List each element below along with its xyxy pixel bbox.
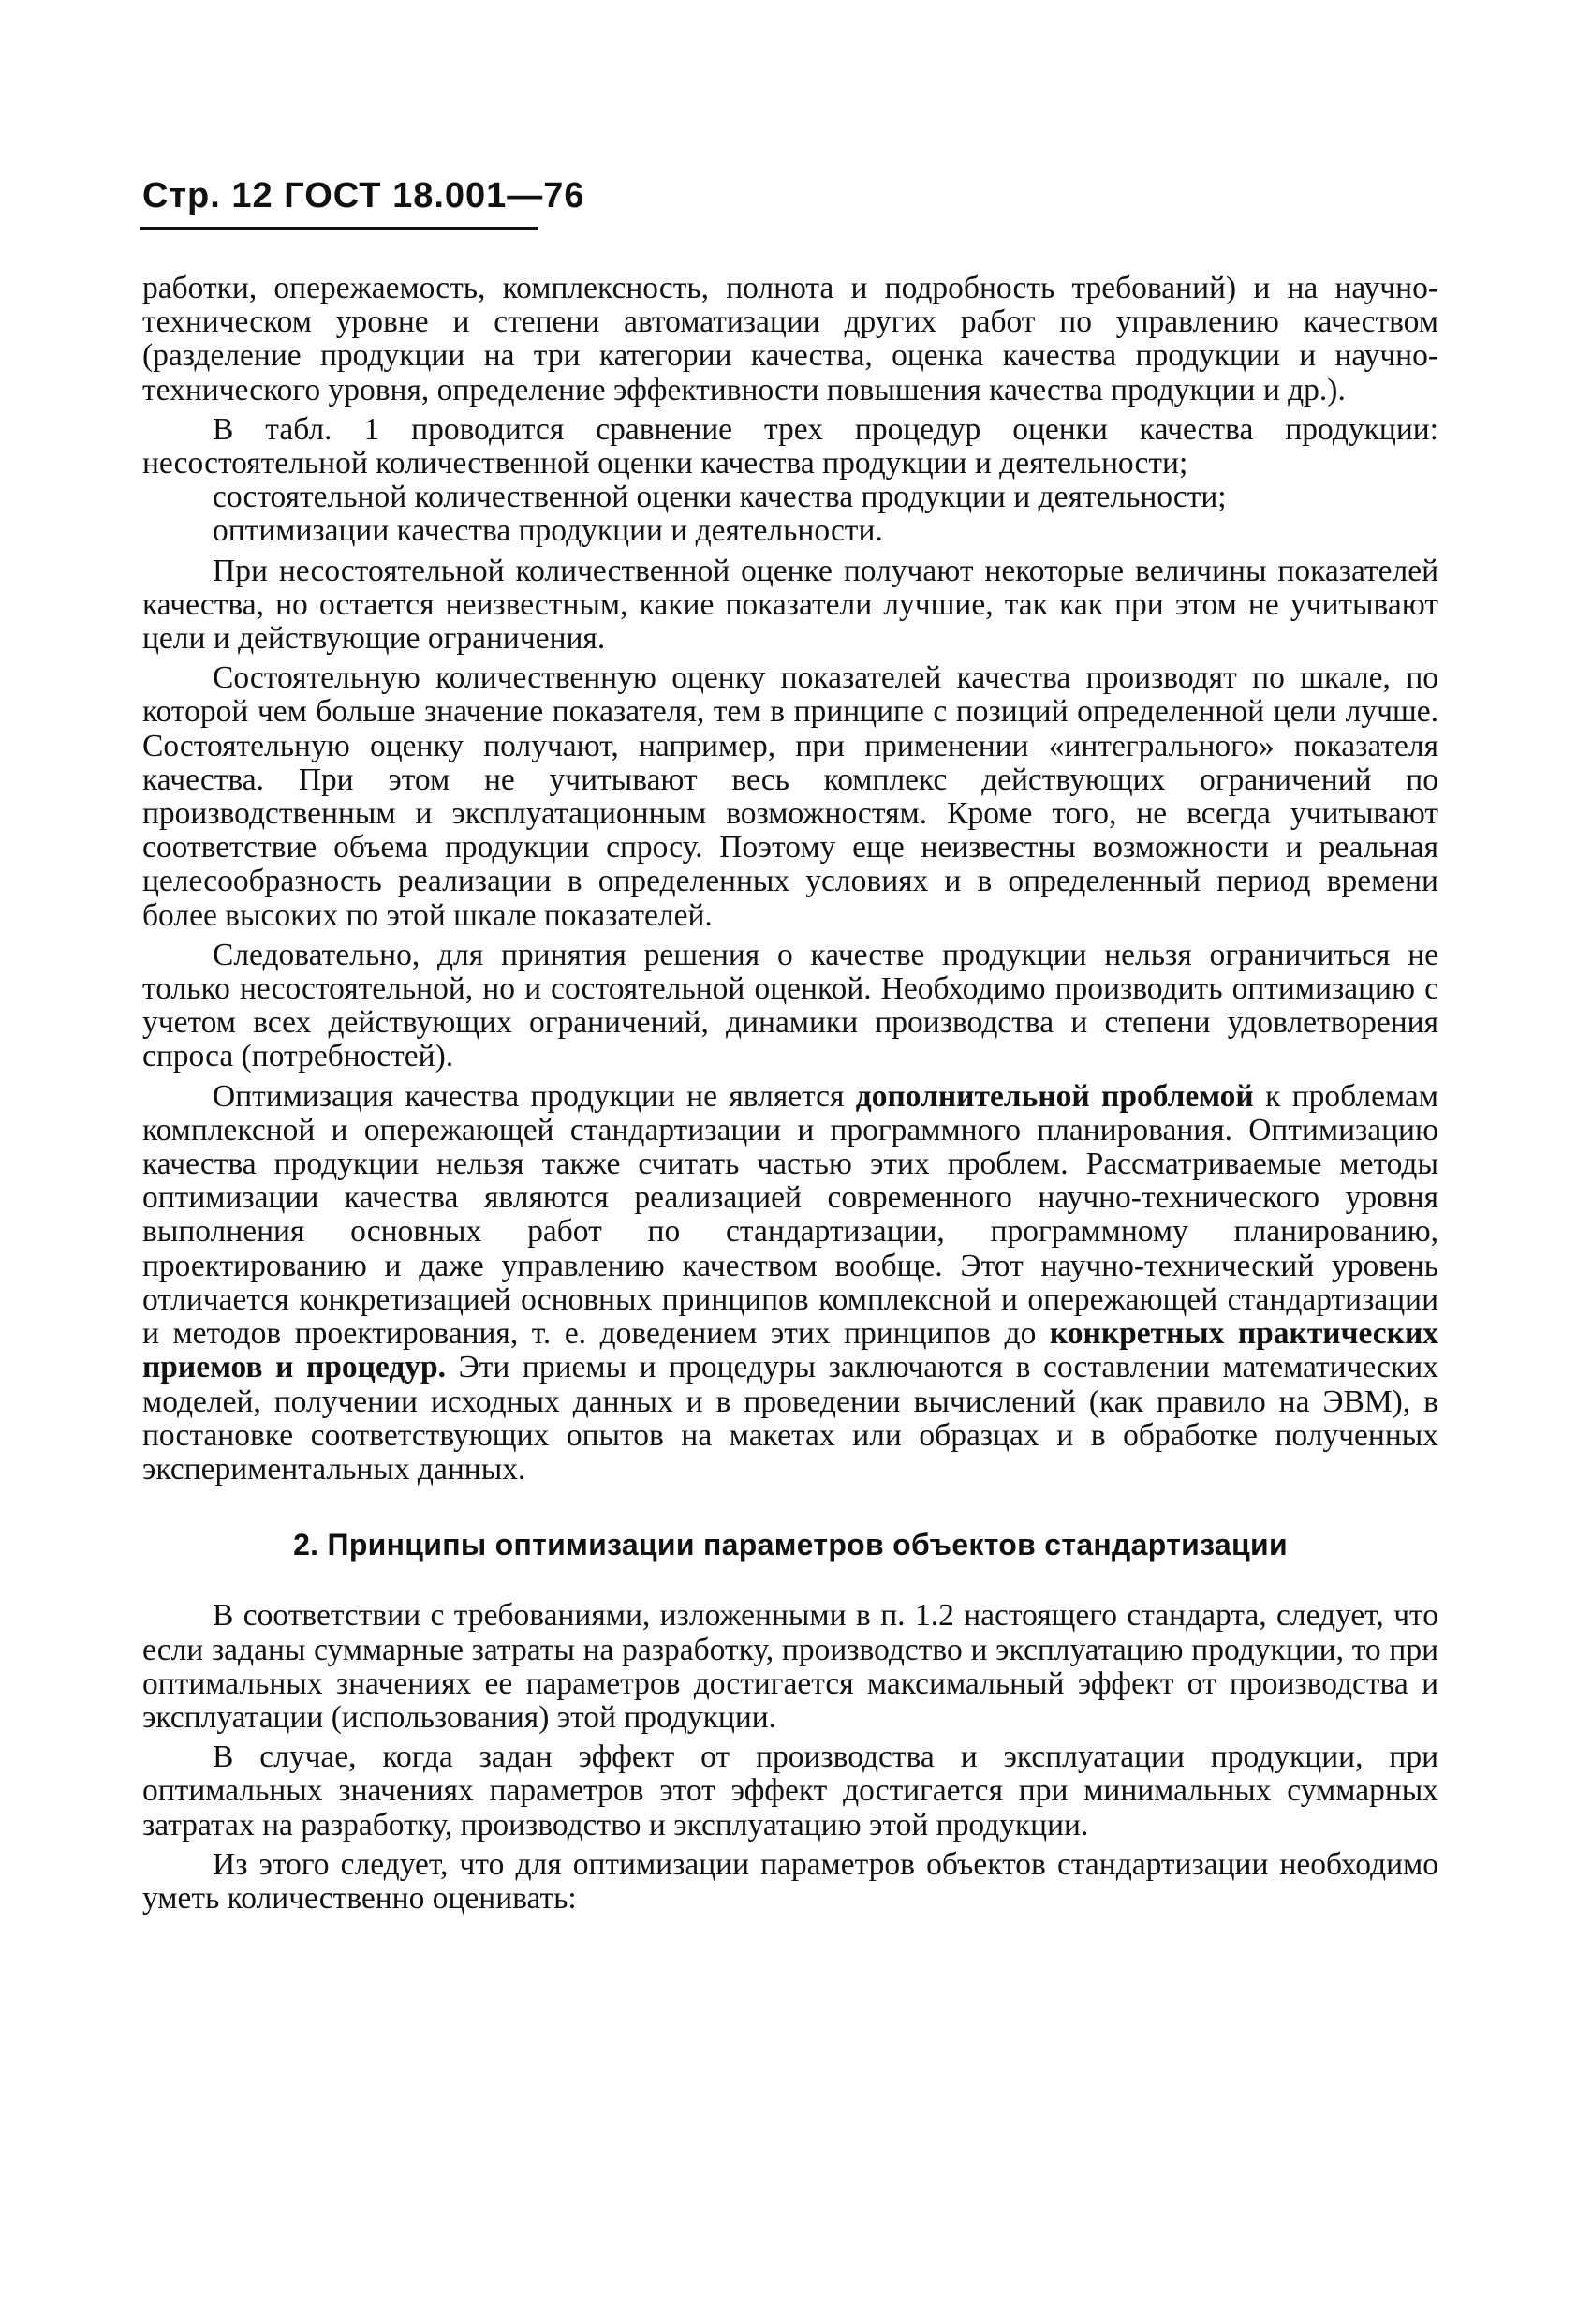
section-heading: 2. Принципы оптимизации параметров объектов стандартизации	[293, 1528, 1288, 1562]
bold-phrase-additional-problem: дополнительной проблемой	[855, 1078, 1254, 1114]
text-run: Оптимизация качества продукции не является	[213, 1078, 856, 1114]
paragraph-comparison: В табл. 1 проводится сравнение трех процедур оценки качества продукции: несостоятельной количественной оценки качества продукции и деятельности;	[142, 411, 1438, 481]
paragraph-requirements: В соответствии с требованиями, изложенными в п. 1.2 настоящего стандарта, следует, что если заданы суммарные затраты на разработку, производство и эксплуатацию продукции, то при оптимальных значениях ее параметров достигается максимальный эффект от производства и эксплуатации (использования) этой продукции.	[142, 1598, 1438, 1735]
list-item-optimization: оптимизации качества продукции и деятельности.	[213, 513, 883, 549]
paragraph-conclusion: Следовательно, для принятия решения о качестве продукции нельзя ограничиться не только несостоятельной, но и состоятельной оценкой. Необходимо производить оптимизацию с учетом всех действующих ограничений, динамики производства и степени удовлетворения спроса (потребностей).	[142, 937, 1438, 1074]
paragraph-therefore: Из этого следует, что для оптимизации параметров объектов стандартизации необходимо уметь количественно оценивать:	[142, 1846, 1438, 1916]
paragraph-continuation: работки, опережаемость, комплексность, полнота и подробность требований) и на научно-техническом уровне и степени автоматизации других работ по управлению качеством (разделение продукции на три категории качества, оценка качества продукции и научно-технического уровня, определение эффективности повышения качества продукции и др.).	[142, 271, 1438, 407]
body-text	[142, 272, 1438, 1916]
list-item-consistent-assessment: состоятельной количественной оценки качества продукции и деятельности;	[213, 480, 1227, 515]
paragraph-inconsistent-assessment: При несостоятельной количественной оценке получают некоторые величины показателей качества, но остается неизвестным, какие показатели лучшие, так как при этом не учитывают цели и действующие ограничения.	[142, 553, 1438, 657]
bold-phrase-practical-procedures: конкретных практических приемов и процедур.	[142, 1316, 1438, 1385]
header-rule	[140, 227, 538, 230]
paragraph-optimization-not-additional	[142, 1080, 1438, 1487]
text-run: к проблемам комплексной и опережающей стандартизации и программного планирования. Оптимизацию качества продукции нельзя также считать частью этих проблем. Рассматриваемые методы оптимизации качества являются реализацией современного научно-технического уровня выполнения основных работ по стандартизации, программному планированию, проектированию и даже управлению качеством вообще. Этот научно-технический уровень отличается конкретизацией основных принципов комплексной и опережающей стандартизации и методов проектирования, т. е. доведением этих принципов до	[142, 1078, 1438, 1352]
paragraph-consistent-assessment: Состоятельную количественную оценку показателей качества производят по шкале, по которой чем больше значение показателя, тем в принципе с позиций определенной цели лучше. Состоятельную оценку получают, например, при применении «интегрального» показателя качества. При этом не учитывают весь комплекс действующих ограничений по производственным и эксплуатационным возможностям. Кроме того, не всегда учитывают соответствие объема продукции спросу. Поэтому еще неизвестны возможности и реальная целесообразность реализации в определенных условиях и в определенный период времени более высоких по этой шкале показателей.	[142, 660, 1438, 933]
page-header: Стр. 12 ГОСТ 18.001—76	[142, 176, 585, 215]
text-run: Эти приемы и процедуры заключаются в составлении математических моделей, получении исходных данных и в проведении вычислений (как правило на ЭВМ), в постановке соответствующих опытов на макетах или образцах и в обработке полученных экспериментальных данных.	[142, 1350, 1438, 1487]
paragraph-given-effect: В случае, когда задан эффект от производства и эксплуатации продукции, при оптимальных значениях параметров этот эффект достигается при минимальных суммарных затратах на разработку, производство и эксплуатацию этой продукции.	[142, 1739, 1438, 1843]
